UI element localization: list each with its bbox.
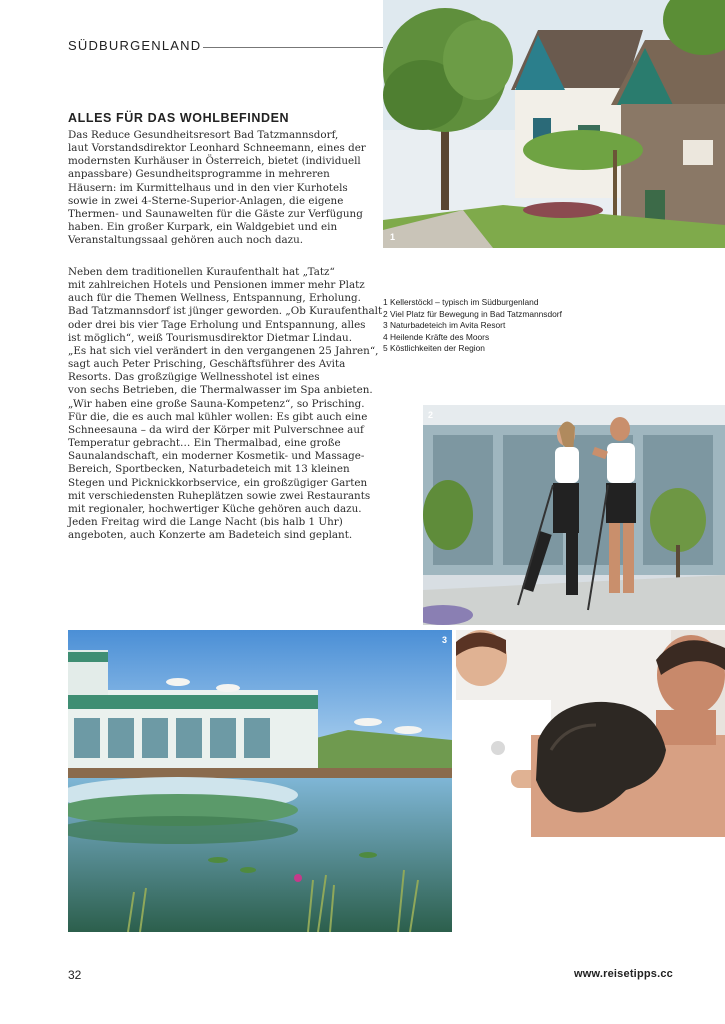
photo-naturbadeteich [68, 630, 452, 932]
caption-4: 4 Heilende Kräfte des Moors [383, 331, 490, 342]
photo-number-4: 4 [461, 824, 467, 834]
text-line: angeboten, auch Konzerte am Badeteich sind geplant. [68, 529, 353, 542]
photo-number-2: 2 [428, 410, 434, 420]
text-line: Bereich, Sportbecken, Naturbadeteich mit 13 kleinen [68, 463, 350, 476]
article-paragraph-2 [68, 266, 383, 542]
section-title: SÜDBURGENLAND [68, 38, 202, 53]
header-rule [203, 47, 383, 48]
text-line: sowie in zwei 4-Sterne-Superior-Anlagen, die eigene [68, 194, 344, 207]
caption-2: 2 Viel Platz für Bewegung in Bad Tatzmannsdorf [383, 308, 562, 319]
site-url[interactable]: www.reisetipps.cc [574, 968, 673, 980]
text-line: Thermen- und Saunawelten für die Gäste zur Verfügung [68, 207, 363, 220]
text-line: Saunalandschaft, ein moderner Kosmetik- und Massage- [68, 450, 365, 463]
text-line: laut Vorstandsdirektor Leonhard Schneemann, eines der [68, 142, 366, 155]
page-number: 32 [68, 968, 82, 982]
article-paragraph-1 [68, 129, 368, 247]
article-headline: ALLES FÜR DAS WOHLBEFINDEN [68, 111, 290, 125]
text-line: Resorts. Das großzügige Wellnesshotel ist eines [68, 371, 320, 384]
text-line: mit zahlreichen Hotels und Pensionen immer mehr Platz [68, 279, 365, 292]
text-line: „Es hat sich viel verändert in den vergangenen 25 Jahren“, [68, 344, 379, 357]
text-line: Veranstaltungssaal gehören auch noch dazu. [68, 234, 304, 247]
photo-kellerstoeckl [383, 0, 725, 248]
text-line: sagt auch Peter Prisching, Geschäftsführer des Avita [68, 358, 346, 371]
photo-moor-treatment [456, 630, 725, 837]
text-line: haben. Ein großer Kurpark, ein Waldgebiet und ein [68, 221, 338, 234]
text-line: Temperatur gebracht… Ein Thermalbad, eine große [68, 437, 341, 450]
text-line: von sechs Betrieben, die Thermalwasser im Spa anbieten. [68, 384, 373, 397]
text-line: Neben dem traditionellen Kuraufenthalt hat „Tatz“ [68, 266, 335, 278]
text-line: mit verschiedensten Ruheplätzen sowie zwei Restaurants [68, 489, 371, 502]
text-line: auch für die Themen Wellness, Entspannung, Erholung. [68, 292, 361, 305]
photo-nordic-walking [423, 405, 725, 625]
caption-1: 1 Kellerstöckl – typisch im Südburgenland [383, 297, 539, 307]
text-line: anpassbare) Gesundheitsprogramme in mehreren [68, 168, 330, 181]
text-line: Schneesauna – da wird der Körper mit Pulverschnee auf [68, 423, 364, 436]
photo-captions [383, 297, 562, 355]
text-line: modernsten Kurhäuser in Österreich, bietet (individuell [68, 155, 361, 168]
caption-5: 5 Köstlichkeiten der Region [383, 343, 485, 353]
photo-number-1: 1 [390, 232, 396, 242]
text-line: oder drei bis vier Tage Erholung und Entspannung, alles [68, 318, 366, 331]
text-line: Jeden Freitag wird die Lange Nacht (bis halb 1 Uhr) [68, 515, 343, 528]
text-line: ist möglich“, weiß Tourismusdirektor Dietmar Lindau. [68, 331, 353, 344]
caption-3: 3 Naturbadeteich im Avita Resort [383, 320, 506, 330]
photo-number-3: 3 [441, 635, 447, 645]
text-line: Stegen und Picknickkorbservice, ein großzügiger Garten [68, 476, 368, 489]
text-line: Das Reduce Gesundheitsresort Bad Tatzmannsdorf, [68, 129, 339, 141]
text-line: „Wir haben eine große Sauna-Kompetenz“, so Prisching. [68, 397, 365, 410]
text-line: Bad Tatzmannsdorf ist jünger geworden. „Ob Kuraufenthalt [68, 305, 383, 318]
text-line: mit regionaler, hochwertiger Küche gehören auch dazu. [68, 502, 362, 515]
text-line: Häusern: im Kurmittelhaus und in den vier Kurhotels [68, 181, 348, 194]
text-line: Für die, die es auch mal kühler wollen: Es gibt auch eine [68, 410, 368, 423]
